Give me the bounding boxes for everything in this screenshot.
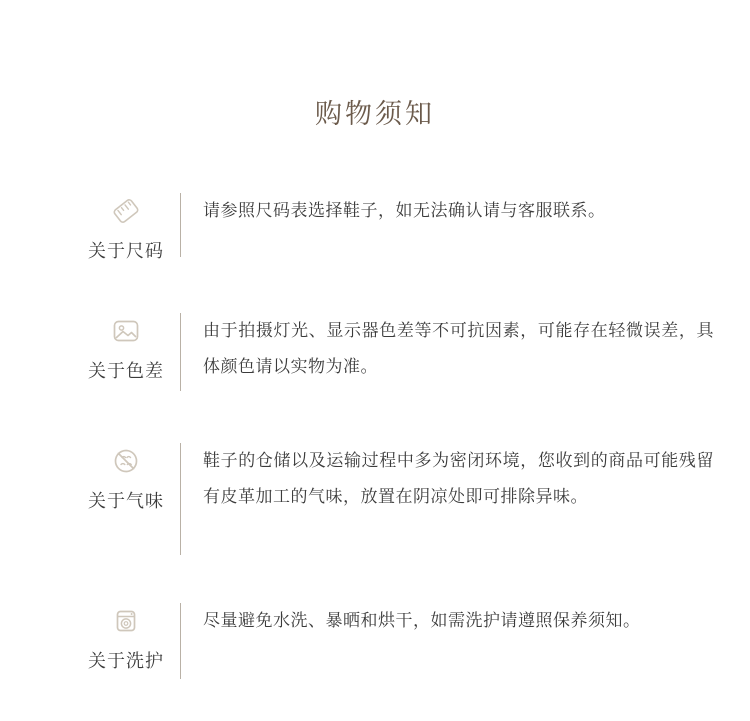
page-title: 购物须知: [315, 99, 435, 129]
notice-section-size: [72, 187, 714, 263]
no-smell-icon: [106, 441, 146, 481]
notice-section-smell-text: 鞋子的仓储以及运输过程中多为密闭环境，您收到的商品可能残留有皮革加工的气味，放置在阴凉处即可排除异味。: [203, 451, 714, 506]
notice-section-size-label: 关于尺码: [88, 241, 164, 261]
tag-icon: [106, 191, 146, 231]
notice-section-size-text: 请参照尺码表选择鞋子，如无法确认请与客服联系。: [203, 201, 606, 220]
notice-section-color: [72, 307, 714, 397]
notice-section-smell: [72, 437, 714, 561]
image-picture-icon: [106, 311, 146, 351]
notice-section-color-label: 关于色差: [88, 361, 164, 381]
notice-section-wash-label: 关于洗护: [88, 651, 164, 671]
notice-section-wash: [72, 597, 714, 685]
notice-section-size-header: [72, 187, 180, 263]
notice-section-smell-header: [72, 437, 180, 513]
notice-section-color-text: 由于拍摄灯光、显示器色差等不可抗因素，可能存在轻微误差，具体颜色请以实物为准。: [203, 321, 714, 376]
notice-section-wash-header: [72, 597, 180, 673]
notice-section-list: [0, 187, 750, 685]
notice-section-wash-text: 尽量避免水洗、暴晒和烘干，如需洗护请遵照保养须知。: [203, 611, 641, 630]
notice-section-smell-label: 关于气味: [88, 491, 164, 511]
washing-machine-icon: [106, 601, 146, 641]
notice-section-color-header: [72, 307, 180, 383]
